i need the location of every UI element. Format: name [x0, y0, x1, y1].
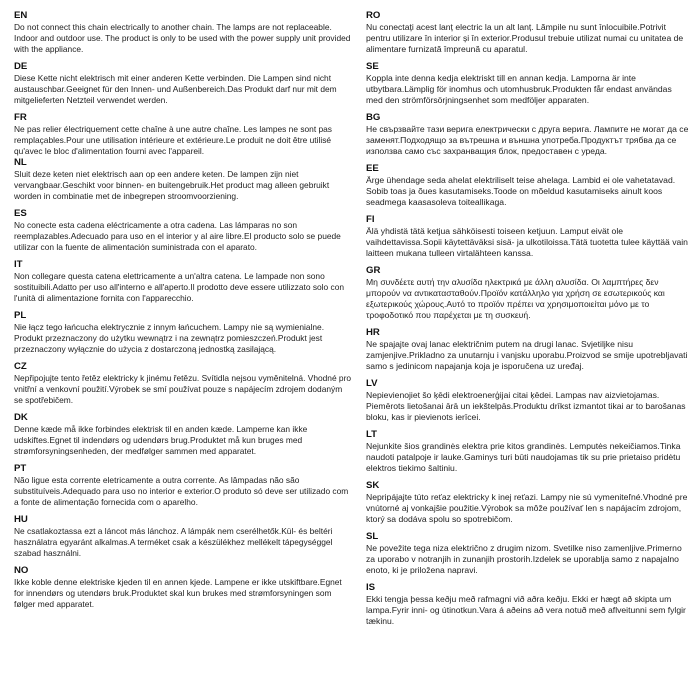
lang-text: Ikke koble denne elektriske kjeden til en annen kjede. Lampene er ikke utskiftbare.Egnet for innendørs og utendørs bruk.Produktet skal kun brukes med strømforsyningen som følger med apparatet. [14, 577, 342, 609]
lang-code: IT [14, 259, 23, 270]
lang-code: DK [14, 412, 28, 423]
lang-block-bg [366, 112, 690, 157]
lang-block-hu [14, 514, 352, 559]
lang-text: Nejunkite šios grandinės elektra prie kitos grandinės. Lemputės nekeičiamos.Tinka naudoti patalpoje ir lauke.Gaminys turi būti naudojamas tik su prie prietaiso pridėtu elektros tiekimo šaltiniu. [366, 441, 681, 473]
lang-block-fr [14, 112, 352, 157]
lang-code: BG [366, 112, 381, 123]
lang-text: Ne spajajte ovaj lanac električnim putem na drugi lanac. Svjetiljke nisu zamjenjive.Prikladno za unutarnju i vanjsku uporabu.Proizvod se smije upotrebljavati samo s jedinicom napajanja koja je isporučena uz uređaj. [366, 339, 688, 371]
lang-code: EN [14, 10, 28, 21]
lang-code: SL [366, 531, 379, 542]
lang-block-lt [366, 429, 690, 474]
lang-code: IS [366, 582, 376, 593]
lang-block-ee [366, 163, 690, 208]
lang-code: RO [366, 10, 381, 21]
lang-text: Sluit deze keten niet elektrisch aan op een andere keten. De lampen zijn niet vervangbaar.Geschikt voor binnen- en buitengebruik.Het product mag alleen gebruikt worden in combinatie met de inbegrepen stroomvoorziening. [14, 169, 330, 201]
lang-text: Koppla inte denna kedja elektriskt till en annan kedja. Lamporna är inte utbytbara.Lämplig för inomhus och utomhusbruk.Produkten får endast användas med den strömförsörjningsenhet som medföljer apparaten. [366, 73, 672, 105]
lang-block-nl [14, 157, 352, 202]
lang-text: Diese Kette nicht elektrisch mit einer anderen Kette verbinden. Die Lampen sind nicht austauschbar.Geeignet für den Innen- und Außenbereich.Das Produkt darf nur mit dem mitgelieferten Netzteil verwendet werden. [14, 73, 337, 105]
lang-block-gr [366, 265, 690, 321]
lang-code: DE [14, 61, 28, 72]
lang-text: Non collegare questa catena elettricamente a un'altra catena. Le lampade non sono sostituibili.Adatto per uso all'interno e all'aperto.Il prodotto deve essere utilizzato solo con l'unità di alimentazione fornita con l'apparecchio. [14, 271, 345, 303]
lang-code: ES [14, 208, 27, 219]
lang-block-lv [366, 378, 690, 423]
lang-code: LV [366, 378, 378, 389]
lang-block-dk [14, 412, 352, 457]
lang-text: Nepřipojujte tento řetěz elektricky k jinému řetězu. Svítidla nejsou vyměnitelná. Vhodné pro vnitřní a venkovní použití.Výrobek se smí používat pouze s napájecím zdrojem dodaným se spotřebičem. [14, 373, 352, 405]
lang-block-cz [14, 361, 352, 406]
lang-code: HU [14, 514, 28, 525]
lang-code: EE [366, 163, 379, 174]
lang-text: Denne kæde må ikke forbindes elektrisk til en anden kæde. Lamperne kan ikke udskiftes.Egnet til indendørs og udendørs brug.Produktet må kun bruges med strømforsyningsenheden, der medfølger sammen med apparatet. [14, 424, 308, 456]
lang-text: Älä yhdistä tätä ketjua sähköisesti toiseen ketjuun. Lamput eivät ole vaihdettavissa.Sopii käytettäväksi sisä- ja ulkotiloissa.Tätä tuotetta tulee käyttää vain laitteen mukana tulleen virtalähteen kanssa. [366, 226, 688, 258]
lang-text: Nu conectați acest lanț electric la un alt lanț. Lămpile nu sunt înlocuibile.Potrivit pentru utilizare în interior și în exterior.Produsul trebuie utilizat numai cu unitatea de alimentare furnizată împreună cu aparatul. [366, 22, 684, 54]
lang-block-ro [366, 10, 690, 55]
lang-code: SE [366, 61, 379, 72]
lang-code: PL [14, 310, 27, 321]
lang-block-en [14, 10, 352, 55]
lang-text: No conecte esta cadena eléctricamente a otra cadena. Las lámparas no son reemplazables.Adecuado para uso en el interior y al aire libre.El producto solo se puede utilizar con la fuente de alimentación suministrada con el aparato. [14, 220, 341, 252]
lang-code: SK [366, 480, 380, 491]
lang-text: Ärge ühendage seda ahelat elektriliselt teise ahelaga. Lambid ei ole vahetatavad. Sobib toas ja õues kasutamiseks.Toode on mõeldud kasutamiseks ainult koos seadmega kaasasoleva toiteallikaga. [366, 175, 676, 207]
lang-code: HR [366, 327, 380, 338]
lang-block-pt [14, 463, 352, 508]
lang-text: Ne csatlakoztassa ezt a láncot más lánchoz. A lámpák nem cserélhetők.Kül- és beltéri használatra egyaránt alkalmas.A terméket csak a készülékhez mellékelt tápegységgel szabad használni. [14, 526, 333, 558]
lang-text: Ne pas relier électriquement cette chaîne à une autre chaîne. Les lampes ne sont pas remplaçables.Pour une utilisation intérieure et extérieure.Le produit ne doit être utilisé qu'avec le bloc d'alimentation fourni avec l'appareil. [14, 124, 332, 156]
lang-text: Nie łącz tego łańcucha elektrycznie z innym łańcuchem. Lampy nie są wymienialne. Produkt przeznaczony do użytku wewnątrz i na zewnątrz pomieszczeń.Produkt jest przeznaczony wyłącznie do użycia z dostarczoną jednostką zasilającą. [14, 322, 325, 354]
lang-text: Nepripájajte túto reťaz elektricky k inej reťazi. Lampy nie sú vymeniteľné.Vhodné pre vnútorné aj vonkajšie použitie.Výrobok sa môže používať len s napájacím zdrojom, ktorý sa dodáva spolu so spotrebičom. [366, 492, 688, 524]
lang-code: NL [14, 157, 27, 168]
lang-code: GR [366, 265, 381, 276]
lang-code: NO [14, 565, 29, 576]
lang-code: PT [14, 463, 27, 474]
lang-text: Do not connect this chain electrically to another chain. The lamps are not replaceable. Indoor and outdoor use. The product is only to be used with the power supply unit provided with the appliance. [14, 22, 351, 54]
lang-text: Не свързвайте тази верига електрически с друга верига. Лампите не могат да се заменят.Подходящо за вътрешна и външна употреба.Продуктът трябва да се използва само със захранващия блок, предоставен с уреда. [366, 124, 689, 156]
right-column [366, 10, 690, 627]
lang-block-sl [366, 531, 690, 576]
lang-text: Ekki tengja þessa keðju með rafmagni við aðra keðju. Ekki er hægt að skipta um lampa.Fyrir inni- og útinotkun.Vara á aðeins að vera notuð með aflveitunni sem fylgir tækinu. [366, 594, 686, 626]
lang-text: Nepievienojiet šo ķēdi elektroenerģijai citai ķēdei. Lampas nav aizvietojamas. Piemērots lietošanai ārā un iekštelpās.Produktu drīkst izmantot tikai ar to barošanas bloku, kas ir pievienots ierīcei. [366, 390, 686, 422]
lang-block-pl [14, 310, 352, 355]
lang-block-no [14, 565, 352, 610]
lang-block-it [14, 259, 352, 304]
lang-text: Ne povežite tega niza električno z drugim nizom. Svetilke niso zamenljive.Primerno za uporabo v notranjih in zunanjih prostorih.Izdelek se uporablja samo z napajalno enoto, ki je priložena napravi. [366, 543, 682, 575]
lang-text: Μη συνδέετε αυτή την αλυσίδα ηλεκτρικά με άλλη αλυσίδα. Οι λαμπτήρες δεν μπορούν να αντικατασταθούν.Προϊόν κατάλληλο για χρήση σε εσωτερικούς και εξωτερικούς χώρους.Αυτό το προϊόν πρέπει να χρησιμοποιείται μόνο με το τροφοδοτικό που παρέχεται με τη συσκευή. [366, 277, 665, 320]
lang-text: Não ligue esta corrente eletricamente a outra corrente. As lâmpadas não são substituíveis.Adequado para uso no interior e exterior.O produto só deve ser utilizado com a fonte de alimentação fornecida com o aparelho. [14, 475, 349, 507]
lang-block-fi [366, 214, 690, 259]
lang-code: CZ [14, 361, 27, 372]
lang-code: FR [14, 112, 27, 123]
lang-block-is [366, 582, 690, 627]
lang-code: FI [366, 214, 375, 225]
lang-block-hr [366, 327, 690, 372]
lang-code: LT [366, 429, 378, 440]
lang-block-es [14, 208, 352, 253]
lang-block-se [366, 61, 690, 106]
lang-block-de [14, 61, 352, 106]
lang-block-sk [366, 480, 690, 525]
left-column [14, 10, 352, 610]
